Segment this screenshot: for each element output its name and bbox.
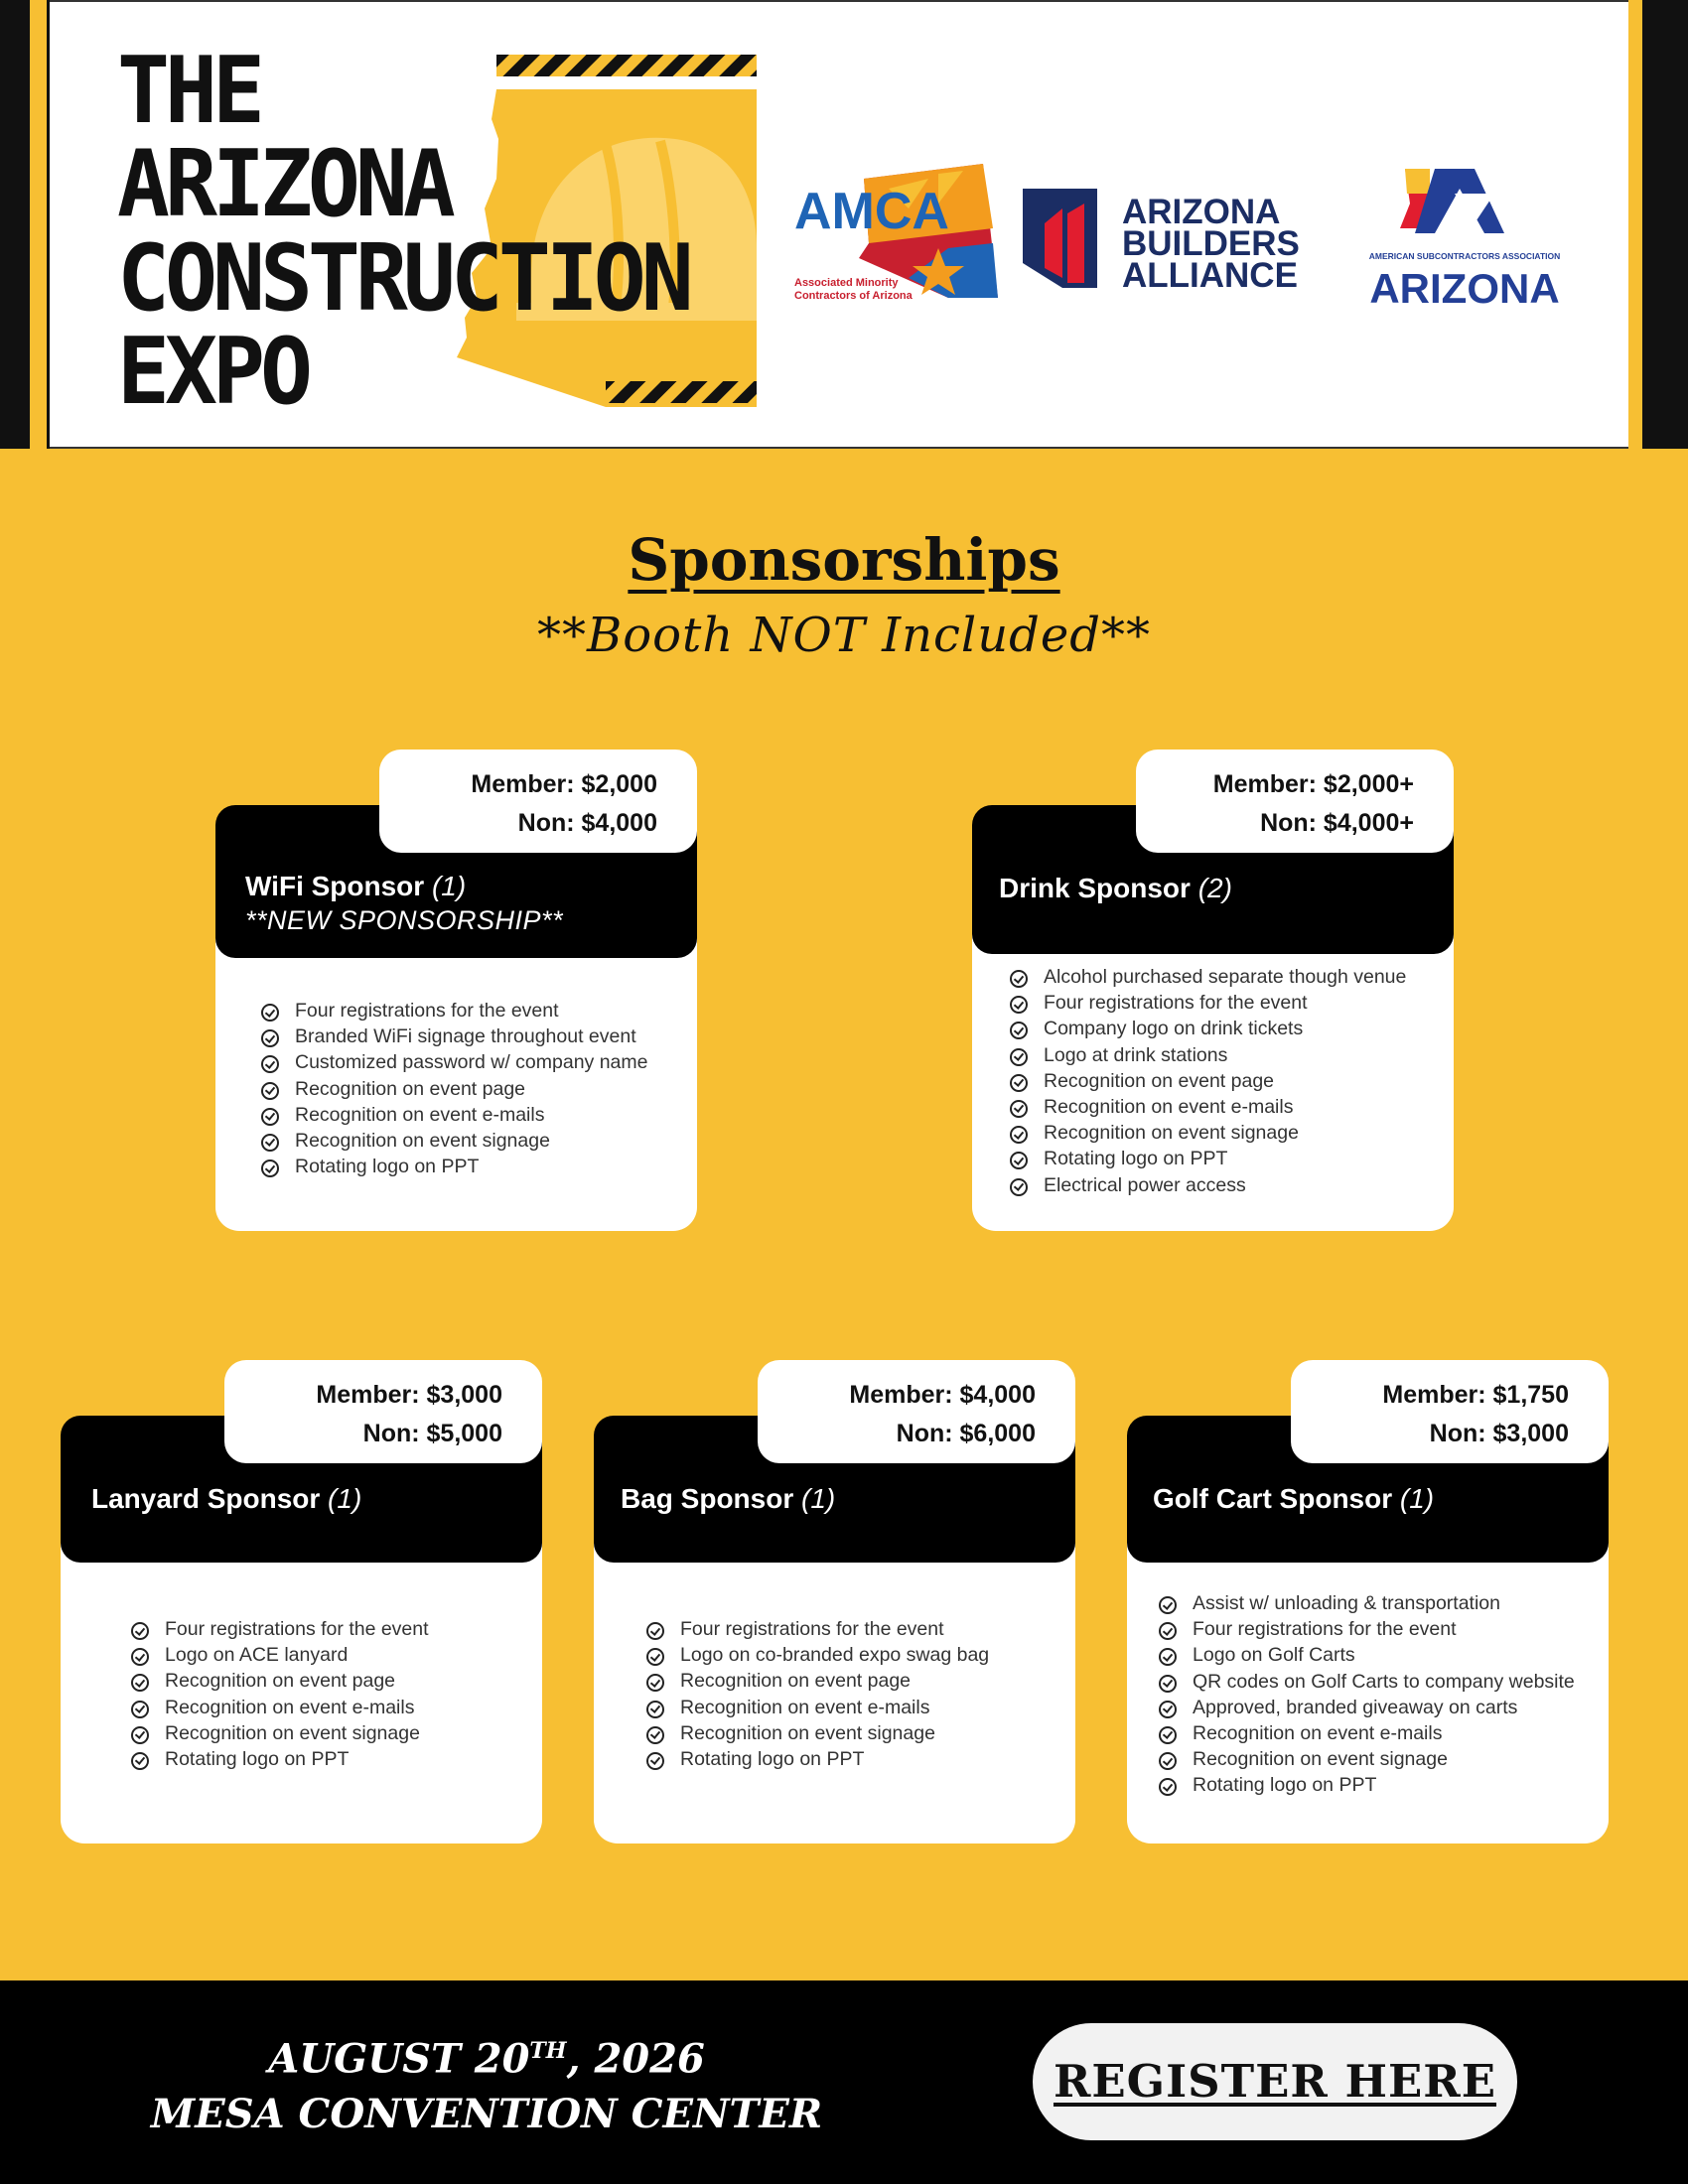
register-label[interactable]: REGISTER HERE (1053, 2055, 1497, 2108)
list-item: Logo on Golf Carts (1159, 1642, 1575, 1668)
sponsor-name: Drink Sponsor (999, 873, 1191, 903)
sponsor-card-golf-cart (1127, 1360, 1609, 1843)
check-circle-icon (261, 1108, 279, 1126)
benefits-list (261, 998, 648, 1179)
sponsor-qty: (1) (328, 1483, 362, 1514)
non-member-price: Non: $3,000 (1429, 1420, 1569, 1447)
check-circle-icon (1159, 1726, 1177, 1744)
expo-title (117, 36, 733, 426)
event-date: AUGUST 20TH, 2026 (268, 2035, 705, 2083)
check-circle-icon (1159, 1648, 1177, 1666)
check-circle-icon (261, 1004, 279, 1022)
sponsor-card-drink (972, 750, 1454, 1231)
sponsorships-title (0, 526, 1688, 594)
check-circle-icon (131, 1648, 149, 1666)
svg-text:ARIZONA: ARIZONA (1369, 265, 1560, 312)
list-item: Recognition on event e-mails (646, 1695, 989, 1720)
check-circle-icon (1159, 1596, 1177, 1614)
title-line: CONSTRUCTION (117, 223, 689, 332)
check-circle-icon (646, 1726, 664, 1744)
svg-text:ALLIANCE: ALLIANCE (1122, 256, 1298, 293)
right-yellow-stripe (1628, 0, 1642, 449)
benefits-list (1010, 964, 1406, 1198)
sponsor-qty: (1) (801, 1483, 836, 1514)
title-line: EXPO (117, 318, 308, 426)
benefits-list (1159, 1590, 1575, 1799)
svg-text:Associated Minority: Associated Minority (794, 277, 899, 289)
check-circle-icon (131, 1622, 149, 1640)
check-circle-icon (1159, 1701, 1177, 1718)
list-item: Recognition on event page (1010, 1068, 1406, 1094)
price-tag (379, 750, 697, 853)
check-circle-icon (1010, 1152, 1028, 1169)
check-circle-icon (646, 1622, 664, 1640)
check-circle-icon (1010, 1048, 1028, 1066)
list-item: Rotating logo on PPT (1010, 1146, 1406, 1171)
new-sponsorship-note: **NEW SPONSORSHIP** (245, 905, 564, 935)
check-circle-icon (1010, 1178, 1028, 1196)
sponsor-title (245, 871, 466, 902)
check-circle-icon (261, 1160, 279, 1177)
check-circle-icon (646, 1701, 664, 1718)
event-info (0, 2023, 973, 2142)
benefits-list (131, 1616, 429, 1772)
booth-not-included-note: **Booth NOT Included** (536, 608, 1152, 663)
list-item: Recognition on event page (646, 1668, 989, 1694)
price-tag (1291, 1360, 1609, 1463)
check-circle-icon (1159, 1752, 1177, 1770)
list-item: Assist w/ unloading & transportation (1159, 1590, 1575, 1616)
sponsor-title (999, 873, 1232, 904)
title-line: THE (117, 36, 260, 144)
list-item: Recognition on event signage (1159, 1746, 1575, 1772)
sponsor-qty: (1) (1399, 1483, 1435, 1514)
check-circle-icon (646, 1648, 664, 1666)
check-circle-icon (131, 1701, 149, 1718)
check-circle-icon (261, 1134, 279, 1152)
check-circle-icon (131, 1752, 149, 1770)
check-circle-icon (646, 1674, 664, 1692)
sponsorships-title-text: Sponsorships (628, 526, 1060, 594)
list-item: Electrical power access (1010, 1172, 1406, 1198)
check-circle-icon (1010, 1126, 1028, 1144)
list-item: Approved, branded giveaway on carts (1159, 1695, 1575, 1720)
check-circle-icon (131, 1674, 149, 1692)
benefits-list (646, 1616, 989, 1772)
list-item: Logo at drink stations (1010, 1042, 1406, 1068)
list-item: QR codes on Golf Carts to company website (1159, 1669, 1575, 1695)
left-yellow-stripe (30, 0, 47, 449)
check-circle-icon (1010, 1022, 1028, 1039)
svg-text:AMERICAN SUBCONTRACTORS ASSOCI: AMERICAN SUBCONTRACTORS ASSOCIATION (1368, 251, 1561, 261)
check-circle-icon (646, 1752, 664, 1770)
sponsor-card-lanyard (61, 1360, 542, 1843)
price-tag (1136, 750, 1454, 853)
asa-arizona-logo (1355, 164, 1574, 313)
member-price: Member: $2,000 (471, 770, 657, 798)
sponsor-name: Golf Cart Sponsor (1153, 1483, 1393, 1514)
sponsor-title (621, 1483, 835, 1515)
check-circle-icon (1010, 1100, 1028, 1118)
svg-text:AMCA: AMCA (794, 183, 949, 240)
sponsor-title (1153, 1483, 1434, 1515)
check-circle-icon (1159, 1675, 1177, 1693)
list-item: Recognition on event page (131, 1668, 429, 1694)
title-line: ARIZONA (117, 130, 451, 238)
list-item: Recognition on event page (261, 1076, 648, 1102)
list-item: Four registrations for the event (1159, 1616, 1575, 1642)
list-item: Recognition on event signage (646, 1720, 989, 1746)
svg-text:BUILDERS: BUILDERS (1122, 224, 1300, 263)
list-item: Branded WiFi signage throughout event (261, 1024, 648, 1049)
list-item: Logo on ACE lanyard (131, 1642, 429, 1668)
sponsor-name: WiFi Sponsor (245, 871, 425, 901)
price-tag (758, 1360, 1075, 1463)
check-circle-icon (1010, 970, 1028, 988)
list-item: Four registrations for the event (131, 1616, 429, 1642)
member-price: Member: $1,750 (1382, 1381, 1569, 1409)
list-item: Company logo on drink tickets (1010, 1016, 1406, 1041)
check-circle-icon (1159, 1778, 1177, 1796)
non-member-price: Non: $4,000 (517, 809, 657, 837)
svg-text:ARIZONA: ARIZONA (1122, 193, 1281, 231)
list-item: Recognition on event signage (131, 1720, 429, 1746)
non-member-price: Non: $5,000 (362, 1420, 502, 1447)
list-item: Customized password w/ company name (261, 1049, 648, 1075)
arizona-builders-alliance-logo (1023, 184, 1321, 293)
check-circle-icon (261, 1082, 279, 1100)
sponsor-qty: (1) (431, 871, 467, 901)
check-circle-icon (131, 1726, 149, 1744)
sponsor-name: Bag Sponsor (621, 1483, 794, 1514)
member-price: Member: $3,000 (316, 1381, 502, 1409)
check-circle-icon (1010, 996, 1028, 1014)
sponsor-title (91, 1483, 361, 1515)
list-item: Alcohol purchased separate though venue (1010, 964, 1406, 990)
non-member-price: Non: $4,000+ (1260, 809, 1414, 837)
list-item: Rotating logo on PPT (646, 1746, 989, 1772)
non-member-price: Non: $6,000 (896, 1420, 1036, 1447)
event-venue: MESA CONVENTION CENTER (150, 2091, 823, 2138)
list-item: Four registrations for the event (1010, 990, 1406, 1016)
list-item: Recognition on event e-mails (1159, 1720, 1575, 1746)
list-item: Rotating logo on PPT (131, 1746, 429, 1772)
check-circle-icon (1159, 1622, 1177, 1640)
list-item: Recognition on event e-mails (131, 1695, 429, 1720)
list-item: Rotating logo on PPT (1159, 1772, 1575, 1798)
svg-text:Contractors of Arizona: Contractors of Arizona (794, 290, 913, 302)
list-item: Four registrations for the event (646, 1616, 989, 1642)
list-item: Logo on co-branded expo swag bag (646, 1642, 989, 1668)
check-circle-icon (261, 1029, 279, 1047)
list-item: Recognition on event e-mails (261, 1102, 648, 1128)
member-price: Member: $2,000+ (1212, 770, 1414, 798)
check-circle-icon (1010, 1074, 1028, 1092)
list-item: Recognition on event e-mails (1010, 1094, 1406, 1120)
list-item: Recognition on event signage (1010, 1120, 1406, 1146)
register-here-button[interactable] (1033, 2023, 1517, 2140)
amca-logo (789, 149, 998, 308)
list-item: Recognition on event signage (261, 1128, 648, 1154)
check-circle-icon (261, 1055, 279, 1073)
list-item: Rotating logo on PPT (261, 1154, 648, 1179)
price-tag (224, 1360, 542, 1463)
sponsor-name: Lanyard Sponsor (91, 1483, 321, 1514)
sponsor-qty: (2) (1197, 873, 1232, 903)
list-item: Four registrations for the event (261, 998, 648, 1024)
member-price: Member: $4,000 (849, 1381, 1036, 1409)
sponsor-card-wifi (215, 750, 697, 1231)
sponsor-card-bag (594, 1360, 1075, 1843)
